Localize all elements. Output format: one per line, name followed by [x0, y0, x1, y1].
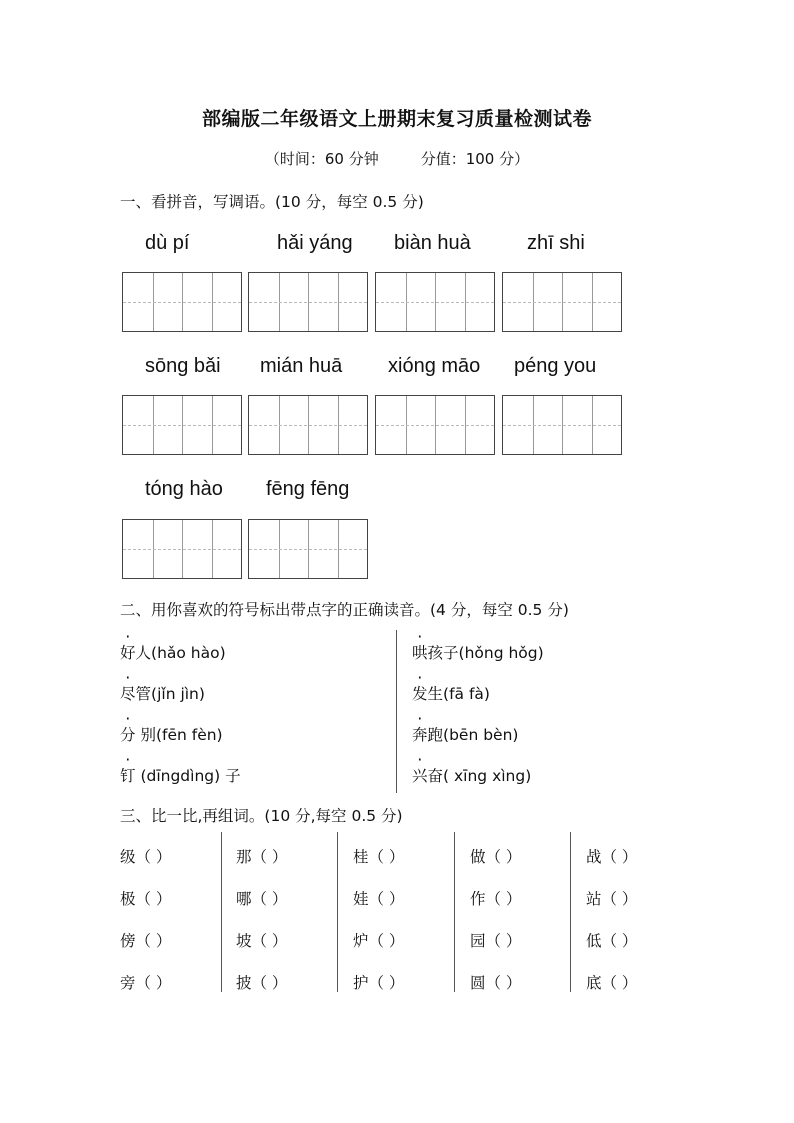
reading-item: 尽管(jǐn jìn)	[120, 685, 205, 703]
pinyin-label: biàn huà	[394, 232, 471, 254]
column-divider	[570, 832, 571, 992]
reading-item: 好人(hǎo hào)	[120, 644, 226, 662]
column-divider	[396, 630, 397, 793]
reading-item: 奔跑(bēn bèn)	[412, 726, 519, 744]
word-item[interactable]: 哪（ ）	[236, 890, 288, 908]
reading-item: 兴奋( xīng xìng)	[412, 767, 532, 785]
reading-choices[interactable]: (hǎo hào)	[151, 644, 226, 662]
exam-info	[0, 148, 794, 169]
page-title: 部编版二年级语文上册期末复习质量检测试卷	[201, 108, 592, 130]
reading-item: 钉 (dīngdìng) 子	[120, 767, 241, 785]
pinyin-label: sōng bǎi	[145, 355, 221, 377]
word-item[interactable]: 圆（ ）	[470, 974, 522, 992]
word-item[interactable]: 护（ ）	[353, 974, 405, 992]
word-item[interactable]: 作（ ）	[470, 890, 522, 908]
writing-grid[interactable]	[122, 519, 242, 579]
column-divider	[454, 832, 455, 992]
writing-grid[interactable]	[502, 272, 622, 332]
pinyin-label: hǎi yáng	[277, 232, 353, 254]
writing-grid[interactable]	[248, 519, 368, 579]
reading-item: 分 别(fēn fèn)	[120, 726, 223, 744]
reading-choices[interactable]: (bēn bèn)	[443, 726, 519, 744]
word-item[interactable]: 极（ ）	[120, 890, 172, 908]
word-item[interactable]: 旁（ ）	[120, 974, 172, 992]
word-item[interactable]: 傍（ ）	[120, 932, 172, 950]
pinyin-label: dù pí	[145, 232, 190, 254]
word-item[interactable]: 娃（ ）	[353, 890, 405, 908]
reading-choices[interactable]: (dīngdìng) 子	[135, 767, 241, 785]
writing-grid[interactable]	[248, 395, 368, 455]
column-divider	[337, 832, 338, 992]
writing-grid[interactable]	[375, 395, 495, 455]
pinyin-label: fēng fēng	[266, 478, 350, 500]
pinyin-label: xióng māo	[388, 355, 481, 377]
pinyin-label: zhī shi	[527, 232, 585, 254]
writing-grid[interactable]	[375, 272, 495, 332]
column-divider	[221, 832, 222, 992]
word-item[interactable]: 那（ ）	[236, 848, 288, 866]
word-item[interactable]: 底（ ）	[586, 974, 638, 992]
score-label: 分值：100 分）	[420, 150, 530, 168]
word-item[interactable]: 披（ ）	[236, 974, 288, 992]
word-item[interactable]: 园（ ）	[470, 932, 522, 950]
reading-item: 发生(fā fà)	[412, 685, 490, 703]
writing-grid[interactable]	[248, 272, 368, 332]
reading-choices[interactable]: (hǒng hǒg)	[458, 644, 544, 662]
writing-grid[interactable]	[122, 395, 242, 455]
pinyin-label: péng you	[514, 355, 597, 377]
word-item[interactable]: 级（ ）	[120, 848, 172, 866]
time-label: （时间：60 分钟	[264, 150, 379, 168]
pinyin-label: mián huā	[260, 355, 343, 377]
reading-choices[interactable]: (jǐn jìn)	[151, 685, 205, 703]
reading-item: 哄孩子(hǒng hǒg)	[412, 644, 544, 662]
pinyin-label: tóng hào	[145, 478, 223, 500]
reading-choices[interactable]: ( xīng xìng)	[443, 767, 532, 785]
word-item[interactable]: 桂（ ）	[353, 848, 405, 866]
word-item[interactable]: 低（ ）	[586, 932, 638, 950]
word-item[interactable]: 站（ ）	[586, 890, 638, 908]
word-item[interactable]: 战（ ）	[586, 848, 638, 866]
writing-grid[interactable]	[502, 395, 622, 455]
reading-choices[interactable]: (fā fà)	[443, 685, 490, 703]
reading-choices[interactable]: (fēn fèn)	[155, 726, 223, 744]
word-item[interactable]: 坡（ ）	[236, 932, 288, 950]
section2-heading: 二、用你喜欢的符号标出带点字的正确读音。(4 分，每空 0.5 分)	[120, 601, 569, 619]
word-item[interactable]: 做（ ）	[470, 848, 522, 866]
section3-heading: 三、比一比,再组词。(10 分,每空 0.5 分)	[120, 807, 403, 825]
word-item[interactable]: 炉（ ）	[353, 932, 405, 950]
writing-grid[interactable]	[122, 272, 242, 332]
section1-heading: 一、看拼音，写调语。(10 分，每空 0.5 分)	[120, 193, 424, 211]
